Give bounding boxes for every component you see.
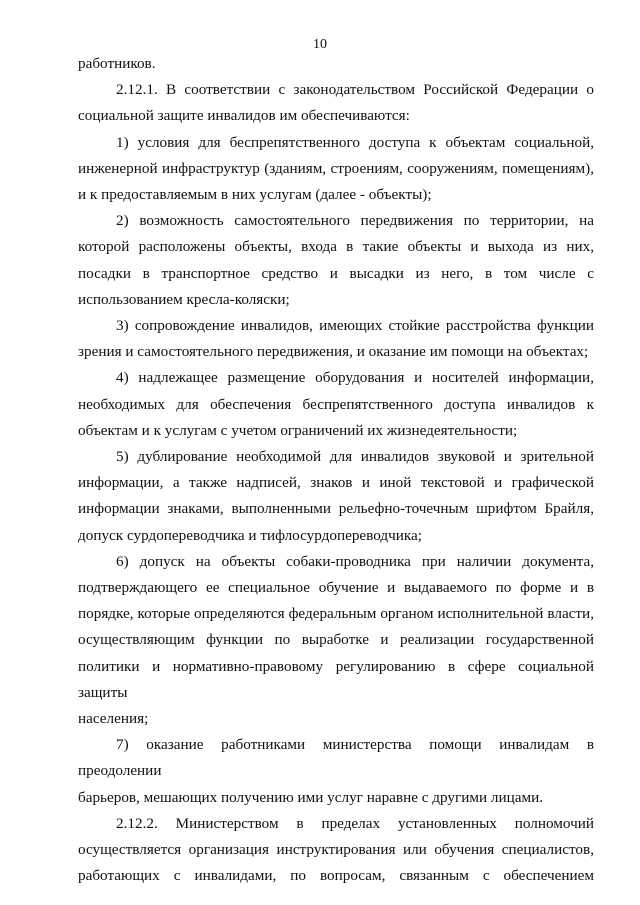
paragraph: [78, 365, 594, 444]
text-line: 2) возможность самостоятельного передвижения по территории, на: [116, 212, 594, 230]
text-line: и к предоставляемым в них услугам (далее - объекты);: [78, 186, 432, 204]
text-line: порядке, которые определяются федеральным органом исполнительной власти,: [78, 605, 594, 623]
text-line: 2.12.2. Министерством в пределах установленных полномочий: [116, 814, 594, 832]
paragraph: [78, 208, 594, 313]
text-line: 1) условия для беспрепятственного доступа к объектам социальной,: [116, 133, 594, 151]
page-number: 10: [313, 37, 327, 52]
text-line: информации знаками, выполненными рельефно-точечным шрифтом Брайля,: [78, 500, 594, 518]
text-line: барьеров, мешающих получению ими услуг наравне с другими лицами.: [78, 788, 543, 806]
text-line: 5) дублирование необходимой для инвалидов звуковой и зрительной: [116, 448, 594, 466]
text-line: работников.: [78, 55, 156, 72]
paragraph: [78, 51, 594, 77]
text-line: 2.12.1. В соответствии с законодательством Российской Федерации о: [116, 81, 594, 99]
text-line: 4) надлежащее размещение оборудования и носителей информации,: [116, 369, 594, 387]
text-line: объектам и к услугам с учетом ограничений их жизнедеятельности;: [78, 421, 518, 439]
text-line: допуск сурдопереводчика и тифлосурдопереводчика;: [78, 526, 422, 544]
text-line: работающих с инвалидами, по вопросам, связанным с обеспечением: [78, 867, 594, 885]
text-line: политики и нормативно-правовому регулированию в сфере социальной защиты: [78, 657, 594, 701]
text-line: зрения и самостоятельного передвижения, и оказание им помощи на объектах;: [78, 343, 589, 361]
text-line: осуществляется организация инструктирования или обучения специалистов,: [78, 841, 594, 859]
text-line: информации, а также надписей, знаков и иной текстовой и графической: [78, 474, 594, 492]
text-line: 3) сопровождение инвалидов, имеющих стойкие расстройства функции: [116, 317, 594, 335]
text-line: 7) оказание работниками министерства помощи инвалидам в преодолении: [78, 736, 594, 780]
paragraph: [78, 130, 594, 209]
paragraph: [78, 549, 594, 732]
text-line: осуществляющим функции по выработке и реализации государственной: [78, 631, 594, 649]
paragraph: [78, 811, 594, 890]
text-line: необходимых для обеспечения беспрепятственного доступа инвалидов к: [78, 395, 594, 413]
document-body: [78, 51, 594, 890]
text-line: 6) допуск на объекты собаки-проводника при наличии документа,: [116, 552, 594, 570]
text-line: подтверждающего ее специальное обучение и выдаваемого по форме и в: [78, 579, 594, 597]
paragraph: [78, 77, 594, 129]
text-line: посадки в транспортное средство и высадки из него, в том числе с: [78, 264, 594, 282]
text-line: использованием кресла-коляски;: [78, 290, 290, 308]
paragraph: [78, 444, 594, 549]
text-line: которой расположены объекты, входа в такие объекты и выхода из них,: [78, 238, 594, 256]
paragraph: [78, 732, 594, 811]
text-line: населения;: [78, 710, 149, 728]
text-line: инженерной инфраструктур (зданиям, строениям, сооружениям, помещениям),: [78, 159, 594, 177]
text-line: социальной защите инвалидов им обеспечиваются:: [78, 107, 410, 125]
paragraph: [78, 313, 594, 365]
